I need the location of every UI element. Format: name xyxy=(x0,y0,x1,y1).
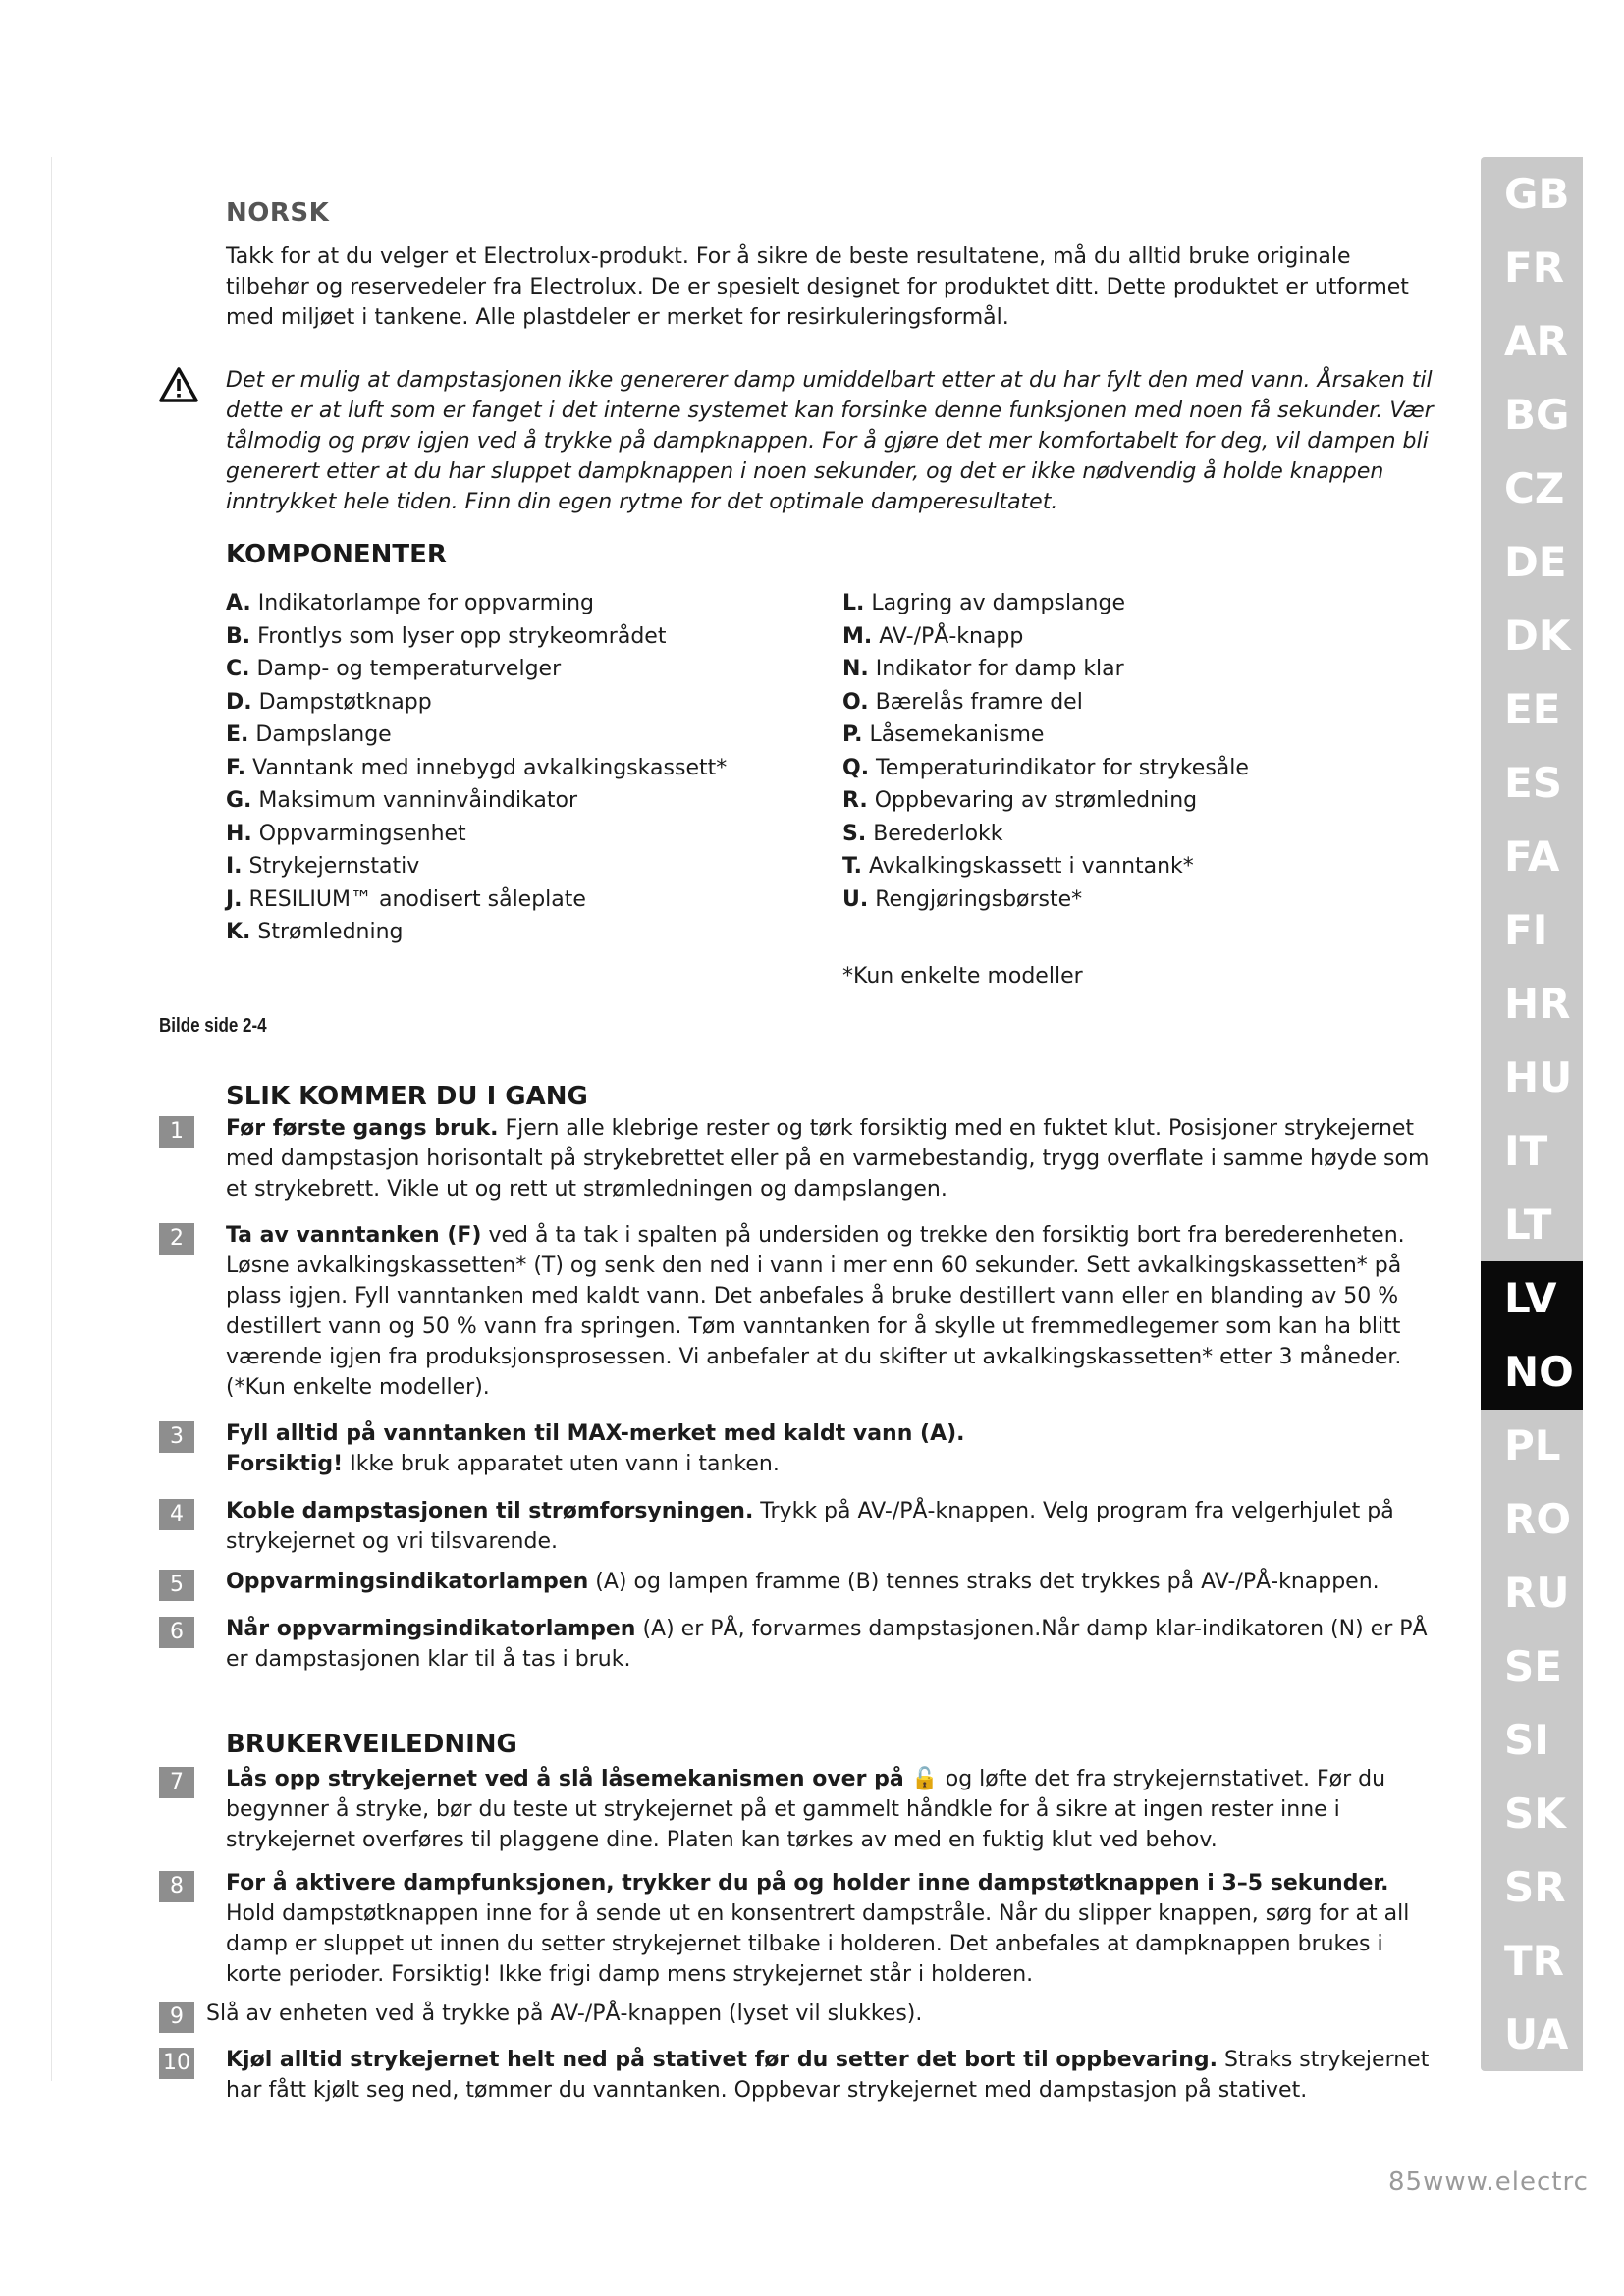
component-label: Rengjøringsbørste* xyxy=(868,886,1083,912)
components-heading: KOMPONENTER xyxy=(226,540,447,569)
language-tab-sk: SK xyxy=(1504,1789,1566,1838)
component-label: Temperaturindikator for strykesåle xyxy=(869,755,1249,780)
step-bold-lead: Fyll alltid på vanntanken til MAX-merket med kaldt vann (A). xyxy=(226,1421,965,1446)
step-bold-lead: Koble dampstasjonen til strømforsyningen. xyxy=(226,1499,754,1523)
step-body: Fjern alle klebrige rester og tørk forsiktig med en fuktet klut. Posisjoner strykejernet med dampstasjon horisontalt på strykebrettet eller på en varmebestandig, trygg overflate i samme høyde som et strykebrett. Vikle ut og rett ut strømledningen og dampslangen. xyxy=(226,1116,1430,1201)
component-key: L. xyxy=(842,591,865,615)
component-label: Frontlys som lyser opp strykeområdet xyxy=(250,623,667,649)
components-footnote: *Kun enkelte modeller xyxy=(842,964,1083,988)
section-heading-usage: BRUKERVEILEDNING xyxy=(226,1730,517,1759)
component-item xyxy=(842,686,1249,720)
language-tab-ru: RU xyxy=(1504,1569,1570,1617)
component-key: H. xyxy=(226,821,252,846)
step-body: og løfte det fra strykejernstativet. Før du begynner å stryke, bør du teste ut strykejernet på et gammelt håndkle for å sikre at ingen rester inne i strykejernet overføres til plaggene dine. Platen kan tørkes av med en fuktig klut ved behov. xyxy=(226,1767,1386,1852)
component-item xyxy=(842,818,1249,851)
language-tab-it: IT xyxy=(1504,1127,1548,1175)
step-body: Straks strykejernet har fått kjølt seg ned, tømmer du vanntanken. Oppbevar strykejernet med dampstasjon på stativet. xyxy=(226,2048,1430,2103)
step-text xyxy=(226,1220,1434,1403)
components-list-right xyxy=(842,587,1249,916)
component-item xyxy=(226,587,727,620)
step-body: Hold dampstøtknappen inne for å sende ut en konsentrert dampstråle. Når du slipper knappen, sørg for at all damp er sluppet ut innen du setter strykejernet tilbake i holderen. Det anbefales at dampknappen brukes i korte perioder. Forsiktig! Ikke frigi damp mens strykejernet står i holderen. xyxy=(226,1901,1410,1987)
component-item xyxy=(226,883,727,917)
step-number-badge: 3 xyxy=(159,1421,194,1453)
step-number-badge: 5 xyxy=(159,1570,194,1601)
component-key: C. xyxy=(226,657,250,681)
component-label: Maksimum vanninvåindikator xyxy=(251,788,578,813)
language-tab-fi: FI xyxy=(1504,906,1548,954)
step-text xyxy=(226,1868,1434,1990)
component-key: D. xyxy=(226,689,252,715)
step-bold-lead: Lås opp strykejernet ved å slå låsemekanismen over på 🔓 xyxy=(226,1767,939,1791)
component-item xyxy=(226,620,727,654)
language-tab-cz: CZ xyxy=(1504,464,1565,512)
step-number-badge: 10 xyxy=(159,2048,194,2079)
component-item xyxy=(842,587,1249,620)
language-tab-es: ES xyxy=(1504,759,1562,807)
component-item xyxy=(226,653,727,686)
step-number-badge: 7 xyxy=(159,1767,194,1798)
step-text xyxy=(226,1614,1434,1675)
component-item xyxy=(842,752,1249,785)
component-key: E. xyxy=(226,722,249,747)
component-key: K. xyxy=(226,920,251,944)
component-label: Bærelås framre del xyxy=(868,689,1083,715)
component-label: Dampslange xyxy=(248,722,392,747)
step-number-badge: 9 xyxy=(159,2002,194,2033)
component-key: R. xyxy=(842,788,868,813)
component-label: AV-/PÅ-knapp xyxy=(872,623,1024,649)
component-item xyxy=(226,784,727,818)
component-key: G. xyxy=(226,788,252,813)
language-tab-hr: HR xyxy=(1504,980,1571,1028)
component-key: F. xyxy=(226,755,246,780)
component-key: J. xyxy=(226,886,243,912)
language-tab-ee: EE xyxy=(1504,685,1561,733)
step-bold-caution: Forsiktig! xyxy=(226,1452,344,1476)
step-text xyxy=(226,1567,1434,1597)
component-item xyxy=(226,686,727,720)
language-tab-gb: GB xyxy=(1504,170,1570,218)
component-key: Q. xyxy=(842,755,870,780)
language-tab-ua: UA xyxy=(1504,2010,1569,2058)
step-body: Trykk på AV-/PÅ-knappen. Velg program fra velgerhjulet på strykejernet og vri tilsvarende. xyxy=(226,1499,1394,1554)
component-label: Strykejernstativ xyxy=(242,854,420,879)
step-bold-lead: Oppvarmingsindikatorlampen xyxy=(226,1570,589,1594)
component-item xyxy=(842,850,1249,883)
component-item xyxy=(226,850,727,883)
component-label: Dampstøtknapp xyxy=(251,689,432,715)
component-label: Avkalkingskassett i vanntank* xyxy=(862,854,1194,879)
component-label: Berederlokk xyxy=(866,821,1003,846)
component-label: Oppvarmingsenhet xyxy=(251,821,466,846)
step-text xyxy=(206,1999,1414,2029)
component-label: Oppbevaring av strømledning xyxy=(867,788,1198,813)
language-tab-fa: FA xyxy=(1504,832,1560,881)
component-key: N. xyxy=(842,657,869,681)
component-item xyxy=(226,752,727,785)
step-body: Slå av enheten ved å trykke på AV-/PÅ-knappen (lyset vil slukkes). xyxy=(206,2002,923,2026)
component-label: Indikator for damp klar xyxy=(868,657,1124,681)
component-label: Damp- og temperaturvelger xyxy=(249,657,562,681)
step-number-badge: 8 xyxy=(159,1871,194,1902)
component-key: I. xyxy=(226,854,243,879)
language-sidebar xyxy=(1481,157,1583,2071)
warning-icon xyxy=(159,367,198,402)
component-key: A. xyxy=(226,591,251,615)
component-item xyxy=(842,719,1249,752)
step-bold-lead: Før første gangs bruk. xyxy=(226,1116,499,1141)
language-heading: NORSK xyxy=(226,198,330,228)
language-tab-no: NO xyxy=(1481,1335,1583,1410)
language-tab-tr: TR xyxy=(1504,1937,1564,1985)
component-item xyxy=(842,784,1249,818)
component-item xyxy=(842,620,1249,654)
step-text xyxy=(226,1764,1434,1855)
language-tab-hu: HU xyxy=(1504,1053,1573,1101)
step-body: ved å ta tak i spalten på undersiden og trekke den forsiktig bort fra berederenheten. Løsne avkalkingskassetten* (T) og senk den ned i vann i mer enn 60 sekunder. Sett avkalkingskassetten* på plass igjen. Fyll vanntanken med kaldt vann. Det anbefales å bruke destillert vann eller en blanding av 50 % destillert vann og 50 % vann fra springen. Tøm vanntanken for å skylle ut fremmedlegemer som kan ha blitt værende igjen fra produksjonsprosessen. Vi anbefaler at du skifter ut avkalkingskassetten* etter 3 måneder. (*Kun enkelte modeller). xyxy=(226,1223,1405,1400)
step-text xyxy=(226,1418,1434,1479)
component-label: Indikatorlampe for oppvarming xyxy=(250,591,595,615)
component-label: Vanntank med innebygd avkalkingskassett* xyxy=(245,755,728,780)
language-tab-dk: DK xyxy=(1504,612,1571,660)
language-tab-pl: PL xyxy=(1504,1421,1561,1469)
component-label: Strømledning xyxy=(250,920,404,944)
step-body: (A) og lampen framme (B) tennes straks det trykkes på AV-/PÅ-knappen. xyxy=(588,1570,1380,1594)
language-tab-se: SE xyxy=(1504,1642,1562,1690)
section-heading-start: SLIK KOMMER DU I GANG xyxy=(226,1082,588,1111)
language-tab-sr: SR xyxy=(1504,1863,1566,1911)
component-item xyxy=(226,818,727,851)
component-key: S. xyxy=(842,821,867,846)
step-number-badge: 1 xyxy=(159,1116,194,1148)
component-key: O. xyxy=(842,689,869,715)
step-body: (A) er PÅ, forvarmes dampstasjonen.Når damp klar-indikatoren (N) er PÅ er dampstasjonen klar til å tas i bruk. xyxy=(226,1617,1428,1672)
component-item xyxy=(842,653,1249,686)
language-tab-bg: BG xyxy=(1504,391,1570,439)
step-bold-lead: Når oppvarmingsindikatorlampen xyxy=(226,1617,636,1641)
language-tab-lv: LV xyxy=(1481,1261,1583,1336)
warning-note: Det er mulig at dampstasjonen ikke genererer damp umiddelbart etter at du har fylt den med vann. Årsaken til dette er at luft som er fanget i det interne systemet kan forsinke denne funksjonen med noen få sekunder. Vær tålmodig og prøv igjen ved å trykke på dampknappen. For å gjøre det mer komfortabelt for deg, vil dampen bli generert etter at du har sluppet dampknappen i noen sekunder, og det er ikke nødvendig å holde knappen inntrykket hele tiden. Finn din egen rytme for det optimale damperesultatet. xyxy=(226,368,1434,514)
step-number-badge: 2 xyxy=(159,1223,194,1255)
component-key: U. xyxy=(842,886,869,912)
component-item xyxy=(226,916,727,949)
page-footer: 85www.electrc xyxy=(1388,2167,1589,2197)
language-tab-si: SI xyxy=(1504,1716,1549,1764)
step-bold-lead: Ta av vanntanken (F) xyxy=(226,1223,482,1248)
step-bold-lead: For å aktivere dampfunksjonen, trykker du på og holder inne dampstøtknappen i 3–5 sekunder. xyxy=(226,1871,1389,1896)
component-label: Lagring av dampslange xyxy=(864,591,1125,615)
component-item xyxy=(842,883,1249,917)
component-label: RESILIUM™ anodisert såleplate xyxy=(242,886,586,912)
figure-reference: Bilde side 2-4 xyxy=(159,1015,267,1037)
components-list-left xyxy=(226,587,727,949)
step-number-badge: 6 xyxy=(159,1617,194,1648)
language-tab-ar: AR xyxy=(1504,317,1568,365)
step-number-badge: 4 xyxy=(159,1499,194,1530)
component-item xyxy=(226,719,727,752)
intro-paragraph: Takk for at du velger et Electrolux-produkt. For å sikre de beste resultatene, må du alltid bruke originale tilbehør og reservedeler fra Electrolux. De er spesielt designet for produktet ditt. Dette produktet er utformet med miljøet i tankene. Alle plastdeler er merket for resirkuleringsformål. xyxy=(226,244,1409,330)
component-key: M. xyxy=(842,623,873,649)
language-tab-ro: RO xyxy=(1504,1495,1572,1543)
step-body: Ikke bruk apparatet uten vann i tanken. xyxy=(343,1452,780,1476)
page-margin-line xyxy=(51,157,52,2081)
language-tab-de: DE xyxy=(1504,538,1567,586)
component-key: B. xyxy=(226,623,251,649)
language-tab-fr: FR xyxy=(1504,243,1565,292)
step-text xyxy=(226,1113,1434,1204)
step-bold-lead: Kjøl alltid strykejernet helt ned på stativet før du setter det bort til oppbevaring. xyxy=(226,2048,1218,2072)
step-text xyxy=(226,1496,1434,1557)
language-tab-lt: LT xyxy=(1504,1201,1552,1249)
step-text xyxy=(226,2045,1434,2106)
component-key: P. xyxy=(842,722,863,747)
component-label: Låsemekanisme xyxy=(862,722,1045,747)
component-key: T. xyxy=(842,854,863,879)
